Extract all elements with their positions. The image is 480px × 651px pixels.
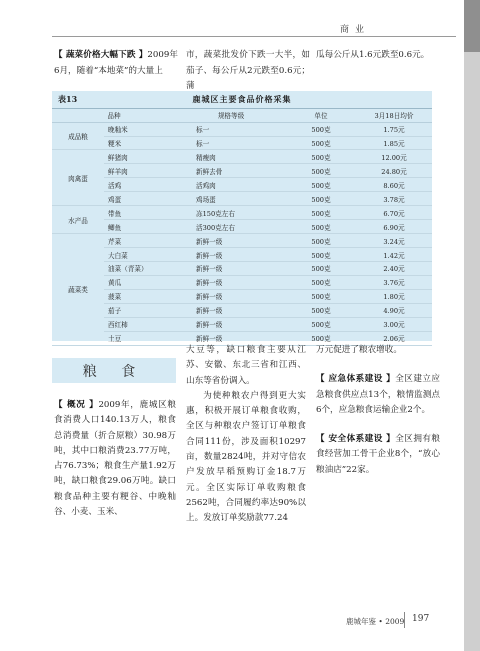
price-cell: 2.06元 xyxy=(356,331,432,345)
unit-cell: 500克 xyxy=(286,122,356,136)
grade-cell: 新鲜一级 xyxy=(176,303,286,317)
grade-cell: 精瘦肉 xyxy=(176,150,286,164)
unit-cell: 500克 xyxy=(286,164,356,178)
unit-cell: 500克 xyxy=(286,192,356,206)
item-cell: 黄瓜 xyxy=(104,275,176,289)
unit-cell: 500克 xyxy=(286,275,356,289)
body-column-3 xyxy=(316,343,440,478)
price-cell: 1.75元 xyxy=(356,122,432,136)
price-table xyxy=(52,109,432,346)
item-cell: 活鸡 xyxy=(104,178,176,192)
item-cell: 带鱼 xyxy=(104,206,176,220)
item-cell: 晚籼米 xyxy=(104,122,176,136)
unit-cell: 500克 xyxy=(286,220,356,234)
grade-cell: 冻150克左右 xyxy=(176,206,286,220)
item-cell: 鲫鱼 xyxy=(104,220,176,234)
unit-cell: 500克 xyxy=(286,206,356,220)
keyword-overview: 【 概况 】 xyxy=(54,400,99,410)
body-column-2 xyxy=(186,343,306,527)
header-rule xyxy=(52,36,456,37)
table-row xyxy=(52,261,432,275)
body-column-1 xyxy=(54,398,176,520)
price-cell: 4.90元 xyxy=(356,303,432,317)
table-row xyxy=(52,178,432,192)
unit-cell: 500克 xyxy=(286,317,356,331)
footer-yearbook: 鹿城年鉴 • 2009 xyxy=(346,617,405,626)
table-row xyxy=(52,122,432,136)
keyword-emergency: 【 应急体系建设 】 xyxy=(316,374,396,385)
grade-cell: 新鲜一级 xyxy=(176,331,286,345)
page-number: 197 xyxy=(412,614,430,624)
price-cell: 1.80元 xyxy=(356,289,432,303)
side-tab xyxy=(464,0,480,651)
grade-cell: 鸡场蛋 xyxy=(176,192,286,206)
body-col2-paragraph-1: 大豆等，缺口粮食主要从江苏、安徽、东北三省和江西、山东等省份调入。 xyxy=(186,345,306,386)
unit-cell: 500克 xyxy=(286,303,356,317)
item-cell: 大白菜 xyxy=(104,248,176,262)
col-header-grade: 规格等级 xyxy=(176,109,286,122)
unit-cell: 500克 xyxy=(286,248,356,262)
grade-cell: 新鲜一级 xyxy=(176,317,286,331)
unit-cell: 500克 xyxy=(286,234,356,248)
unit-cell: 500克 xyxy=(286,331,356,345)
price-cell: 12.00元 xyxy=(356,150,432,164)
table-row xyxy=(52,248,432,262)
grade-cell: 新鲜一级 xyxy=(176,234,286,248)
item-cell: 菠菜 xyxy=(104,289,176,303)
price-cell: 2.40元 xyxy=(356,261,432,275)
table-row xyxy=(52,192,432,206)
grade-cell: 新鲜一级 xyxy=(176,248,286,262)
item-cell: 粳米 xyxy=(104,136,176,150)
price-cell: 3.76元 xyxy=(356,275,432,289)
unit-cell: 500克 xyxy=(286,289,356,303)
price-cell: 3.00元 xyxy=(356,317,432,331)
category-cell: 蔬菜类 xyxy=(52,234,104,346)
grade-cell: 标一 xyxy=(176,136,286,150)
top-col1-text: 2009年6月，随着“本地菜”的大量上 xyxy=(54,50,179,76)
table-caption xyxy=(52,91,432,109)
col-header-variety: 品种 xyxy=(52,109,176,122)
table-number: 表13 xyxy=(58,94,78,104)
unit-cell: 500克 xyxy=(286,178,356,192)
price-cell: 3.78元 xyxy=(356,192,432,206)
category-cell: 成品粮 xyxy=(52,122,104,150)
price-cell: 6.70元 xyxy=(356,206,432,220)
top-column-2: 市，蔬菜批发价下跌一大半，如茄子、每公斤从2元跌至0.6元；蒲 xyxy=(186,50,310,91)
grade-cell: 新鲜一级 xyxy=(176,275,286,289)
price-cell: 1.85元 xyxy=(356,136,432,150)
grade-cell: 活鸡肉 xyxy=(176,178,286,192)
body-col1-text: 2009年，鹿城区粮食消费人口140.13万人，粮食总消费量（折合原粮）30.98万吨，其中口粮消费23.77万吨，占76.73%；粮食生产量1.92万吨，缺口粮食29.06万吨。缺口粮食品种主要有粳谷、中晚籼谷、小麦、玉米、 xyxy=(54,400,177,518)
table-row xyxy=(52,234,432,248)
footer-separator xyxy=(404,612,405,628)
table-header-row xyxy=(52,109,432,122)
table-row xyxy=(52,206,432,220)
item-cell: 鸡蛋 xyxy=(104,192,176,206)
price-cell: 24.80元 xyxy=(356,164,432,178)
item-cell: 西红柿 xyxy=(104,317,176,331)
col-header-unit: 单位 xyxy=(286,109,356,122)
table-row xyxy=(52,289,432,303)
table-row xyxy=(52,136,432,150)
table-row xyxy=(52,275,432,289)
category-cell: 肉禽蛋 xyxy=(52,150,104,206)
table-row xyxy=(52,164,432,178)
side-tab-marker xyxy=(464,0,480,52)
grade-cell: 活300克左右 xyxy=(176,220,286,234)
table-row xyxy=(52,317,432,331)
table-row xyxy=(52,150,432,164)
unit-cell: 500克 xyxy=(286,136,356,150)
price-table-box xyxy=(52,91,432,344)
section-title: 商业 xyxy=(340,25,371,35)
top-column-1 xyxy=(54,48,178,79)
body-col3-paragraph-1: 万元促进了粮农增收。 xyxy=(316,345,402,355)
body-col3-p2-text: 全区建立应急粮食供应点13个，粮情监测点6个，应急粮食运输企业2个。 xyxy=(316,374,440,415)
body-col3-paragraph-3 xyxy=(316,432,440,478)
unit-cell: 500克 xyxy=(286,261,356,275)
table-title: 鹿城区主要食品价格采集 xyxy=(192,94,292,104)
grade-cell: 新鲜一级 xyxy=(176,289,286,303)
item-cell: 芹菜 xyxy=(104,234,176,248)
table-row xyxy=(52,220,432,234)
item-cell: 鲜猪肉 xyxy=(104,150,176,164)
price-cell: 8.60元 xyxy=(356,178,432,192)
keyword-vegetable-price: 【 蔬菜价格大幅下跌 】 xyxy=(54,50,148,60)
item-cell: 茄子 xyxy=(104,303,176,317)
col-header-price: 3月18日均价 xyxy=(356,109,432,122)
keyword-safety: 【 安全体系建设 】 xyxy=(316,434,396,445)
body-col2-paragraph-2: 为使种粮农户得到更大实惠，积极开展订单粮食收购，全区与种粮农户签订订单粮食合同111份，涉及面积10297亩，数量2824吨，并对守信农户发放早稻预购订金18.7万元。全区实际订单收购粮食2562吨，合同履约率达90%以上。发放订单奖励款77.24 xyxy=(186,390,306,524)
grade-cell: 标一 xyxy=(176,122,286,136)
top-column-3: 瓜每公斤从1.6元跌至0.6元。 xyxy=(316,50,430,60)
item-cell: 鲜羊肉 xyxy=(104,164,176,178)
grade-cell: 新鲜一级 xyxy=(176,261,286,275)
body-col3-paragraph-2 xyxy=(316,372,440,418)
price-cell: 3.24元 xyxy=(356,234,432,248)
price-cell: 1.42元 xyxy=(356,248,432,262)
table-row xyxy=(52,303,432,317)
category-cell: 水产品 xyxy=(52,206,104,234)
section-heading: 粮 食 xyxy=(82,364,146,380)
grade-cell: 新鲜去骨 xyxy=(176,164,286,178)
body-col3-p3-text: 全区拥有粮食经营加工骨干企业8个，“放心粮油店”22家。 xyxy=(316,434,440,475)
unit-cell: 500克 xyxy=(286,150,356,164)
item-cell: 土豆 xyxy=(104,331,176,345)
price-cell: 6.90元 xyxy=(356,220,432,234)
section-heading-box xyxy=(52,358,176,383)
item-cell: 油菜（青菜） xyxy=(104,261,176,275)
